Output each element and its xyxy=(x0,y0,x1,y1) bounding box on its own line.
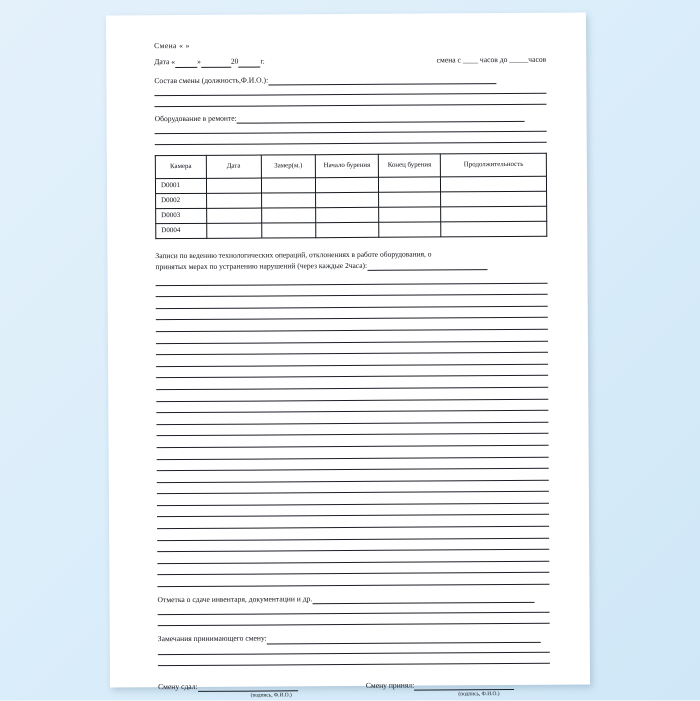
cell-measurement xyxy=(261,208,316,223)
column-header-chamber: Камера xyxy=(155,155,206,178)
cell-measurement xyxy=(261,178,316,193)
remarks-blank xyxy=(267,633,541,644)
date-month-blank xyxy=(201,66,231,67)
form-body xyxy=(154,39,550,700)
cell-chamber-code: D0003 xyxy=(156,208,207,223)
date-label-mid: » xyxy=(197,57,201,67)
date-label-year: 20 xyxy=(230,56,239,66)
column-header-date: Дата xyxy=(206,155,261,178)
cell-drill-end xyxy=(379,222,442,237)
signature-handed-caption: (подпись, Ф.И.О.) xyxy=(250,692,292,699)
signature-accepted-label: Смену принял: xyxy=(365,680,415,690)
cell-drill-start xyxy=(316,222,379,237)
signature-accepted-blank xyxy=(414,681,514,691)
cell-chamber-code: D0004 xyxy=(156,223,207,238)
remarks-label: Замечания принимающего смену: xyxy=(157,633,267,644)
shift-hours-text: смена с ____ часов до _____часов xyxy=(436,55,547,65)
cell-drill-start xyxy=(316,177,379,192)
shift-composition-blank xyxy=(268,75,496,85)
shift-composition-block xyxy=(154,73,546,107)
shift-composition-extra-line-2 xyxy=(154,95,546,107)
cell-drill-start xyxy=(316,207,379,222)
inventory-extra-line-2 xyxy=(158,614,550,626)
cell-drill-start xyxy=(316,192,379,207)
cell-date xyxy=(206,208,261,223)
cell-drill-end xyxy=(378,192,441,207)
equipment-repair-extra-line-2 xyxy=(155,133,547,145)
notes-instruction xyxy=(155,249,547,272)
document-page xyxy=(106,13,590,699)
shift-composition-label: Состав смены (должность,Ф.И.О.): xyxy=(154,74,269,85)
inventory-blank xyxy=(312,594,534,604)
table-row xyxy=(156,221,547,238)
notes-line xyxy=(157,574,549,587)
date-year-blank xyxy=(238,66,260,67)
cell-chamber-code: D0001 xyxy=(155,178,206,193)
cell-date xyxy=(206,178,261,193)
cell-chamber-code: D0002 xyxy=(156,193,207,208)
equipment-repair-label: Оборудование в ремонте: xyxy=(154,113,237,123)
equipment-repair-blank xyxy=(237,113,525,124)
cell-measurement xyxy=(261,223,316,238)
cell-measurement xyxy=(261,193,316,208)
date-label-suffix: г. xyxy=(260,56,265,66)
cell-duration xyxy=(441,206,547,222)
notes-instruction-blank xyxy=(367,261,487,271)
signature-accepted-caption: (подпись, Ф.И.О.) xyxy=(458,690,500,698)
column-header-drill-start: Начало бурения xyxy=(316,154,379,177)
notes-instruction-line-2: принятых мерах по устранению нарушений (через каждые 2часа): xyxy=(155,260,368,271)
date-field xyxy=(154,57,264,68)
shift-number-row xyxy=(154,39,546,52)
cell-drill-end xyxy=(378,207,441,222)
table-header-row xyxy=(155,153,546,178)
cell-duration xyxy=(441,176,547,192)
remarks-extra-line-2 xyxy=(158,653,550,665)
notes-ruled-area xyxy=(156,273,550,587)
signature-row xyxy=(158,679,550,700)
remarks-block xyxy=(158,632,550,666)
cell-date xyxy=(206,193,261,208)
page-inner xyxy=(106,13,590,699)
notes-instruction-line-1: Записи по ведению технологических операций, отклонениях в работе оборудования, о xyxy=(155,249,432,261)
signature-handed-over xyxy=(158,681,342,701)
equipment-repair-block xyxy=(155,112,547,146)
date-and-time-row xyxy=(154,55,546,68)
column-header-duration: Продолжительность xyxy=(441,153,547,177)
cell-duration xyxy=(441,221,547,237)
signature-accepted xyxy=(366,679,550,699)
drilling-table xyxy=(155,153,548,239)
inventory-block xyxy=(157,593,549,627)
date-day-blank xyxy=(175,66,197,67)
cell-duration xyxy=(441,191,547,207)
cell-date xyxy=(207,223,262,238)
signature-handed-label: Смену сдал: xyxy=(158,681,198,691)
cell-drill-end xyxy=(378,177,441,192)
inventory-label: Отметка о сдаче инвентаря, документации и др. xyxy=(157,594,313,605)
date-label-prefix: Дата « xyxy=(154,57,176,67)
column-header-measurement: Замер(м.) xyxy=(261,155,316,178)
signature-handed-blank xyxy=(198,682,298,692)
column-header-drill-end: Конец бурения xyxy=(378,154,441,177)
shift-number-label: Смена « » xyxy=(154,40,190,51)
